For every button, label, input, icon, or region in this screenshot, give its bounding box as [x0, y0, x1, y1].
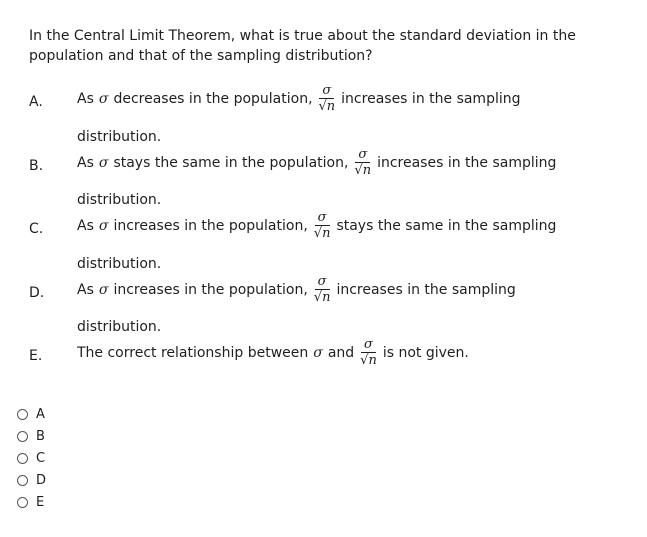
option-a-text-start: As	[77, 91, 94, 107]
sigma-over-root-n	[319, 84, 336, 114]
radio-button-a[interactable]	[17, 409, 28, 420]
answer-label-e[interactable]: E	[36, 495, 45, 510]
option-b-letter: B.	[29, 158, 44, 174]
fraction-numerator: σ	[355, 148, 370, 163]
fraction-numerator: σ	[319, 84, 334, 99]
sigma-symbol: σ	[98, 155, 109, 171]
sigma-symbol: σ	[98, 218, 109, 234]
option-b-text-middle: stays the same in the population,	[113, 155, 349, 171]
radio-button-d[interactable]	[17, 475, 28, 486]
answer-choice-a[interactable]	[17, 407, 45, 422]
answer-choice-b[interactable]	[17, 429, 45, 444]
fraction-denominator: √n	[313, 226, 331, 241]
option-e-text-end: is not given.	[382, 345, 469, 361]
option-a-letter: A.	[29, 94, 43, 110]
sigma-symbol: σ	[98, 282, 109, 298]
fraction-numerator: σ	[315, 275, 330, 290]
option-d-text-middle: increases in the population,	[113, 282, 308, 298]
option-b-text-start: As	[77, 155, 94, 171]
option-b-statement	[77, 148, 556, 178]
sigma-over-root-n	[314, 275, 331, 305]
question-text: In the Central Limit Theorem, what is true about the standard deviation in the population and that of the sampling distribution?	[29, 28, 576, 64]
answer-label-a[interactable]: A	[36, 407, 45, 422]
option-c-letter: C.	[29, 221, 44, 237]
option-d-continuation: distribution.	[77, 319, 162, 335]
sigma-symbol: σ	[98, 91, 109, 107]
fraction-denominator: √n	[354, 163, 372, 178]
answer-choice-d[interactable]	[17, 473, 46, 488]
option-a-continuation: distribution.	[77, 129, 162, 145]
answer-choice-c[interactable]	[17, 451, 45, 466]
option-c-continuation: distribution.	[77, 256, 162, 272]
option-b-continuation: distribution.	[77, 192, 162, 208]
fraction-denominator: √n	[313, 290, 331, 305]
fraction-denominator: √n	[318, 99, 336, 114]
radio-button-b[interactable]	[17, 431, 28, 442]
option-a-text-end: increases in the sampling	[341, 91, 521, 107]
answer-label-c[interactable]: C	[36, 451, 46, 466]
option-c-text-end: stays the same in the sampling	[336, 218, 557, 234]
option-d-text-end: increases in the sampling	[336, 282, 516, 298]
option-d-text-start: As	[77, 282, 94, 298]
answer-label-b[interactable]: B	[36, 429, 45, 444]
option-b-text-end: increases in the sampling	[377, 155, 557, 171]
fraction-numerator: σ	[315, 211, 330, 226]
option-d-statement	[77, 275, 516, 305]
radio-button-e[interactable]	[17, 497, 28, 508]
answer-label-d[interactable]: D	[36, 473, 47, 488]
option-e-statement	[77, 338, 469, 368]
radio-button-c[interactable]	[17, 453, 28, 464]
answer-choice-e[interactable]	[17, 495, 44, 510]
sigma-symbol: σ	[313, 345, 323, 361]
fraction-numerator: σ	[361, 338, 376, 353]
option-c-statement	[77, 211, 556, 241]
sigma-over-root-n	[354, 148, 371, 178]
option-d-letter: D.	[29, 285, 45, 301]
sigma-over-root-n	[314, 211, 331, 241]
option-e-text-start: The correct relationship between	[77, 345, 309, 361]
option-a-text-middle: decreases in the population,	[113, 91, 313, 107]
option-c-text-middle: increases in the population,	[113, 218, 308, 234]
option-c-text-start: As	[77, 218, 94, 234]
sigma-over-root-n	[360, 338, 377, 368]
fraction-denominator: √n	[360, 353, 377, 368]
option-e-letter: E.	[29, 348, 43, 364]
option-a-statement	[77, 84, 521, 114]
option-e-text-middle: and	[327, 345, 355, 361]
